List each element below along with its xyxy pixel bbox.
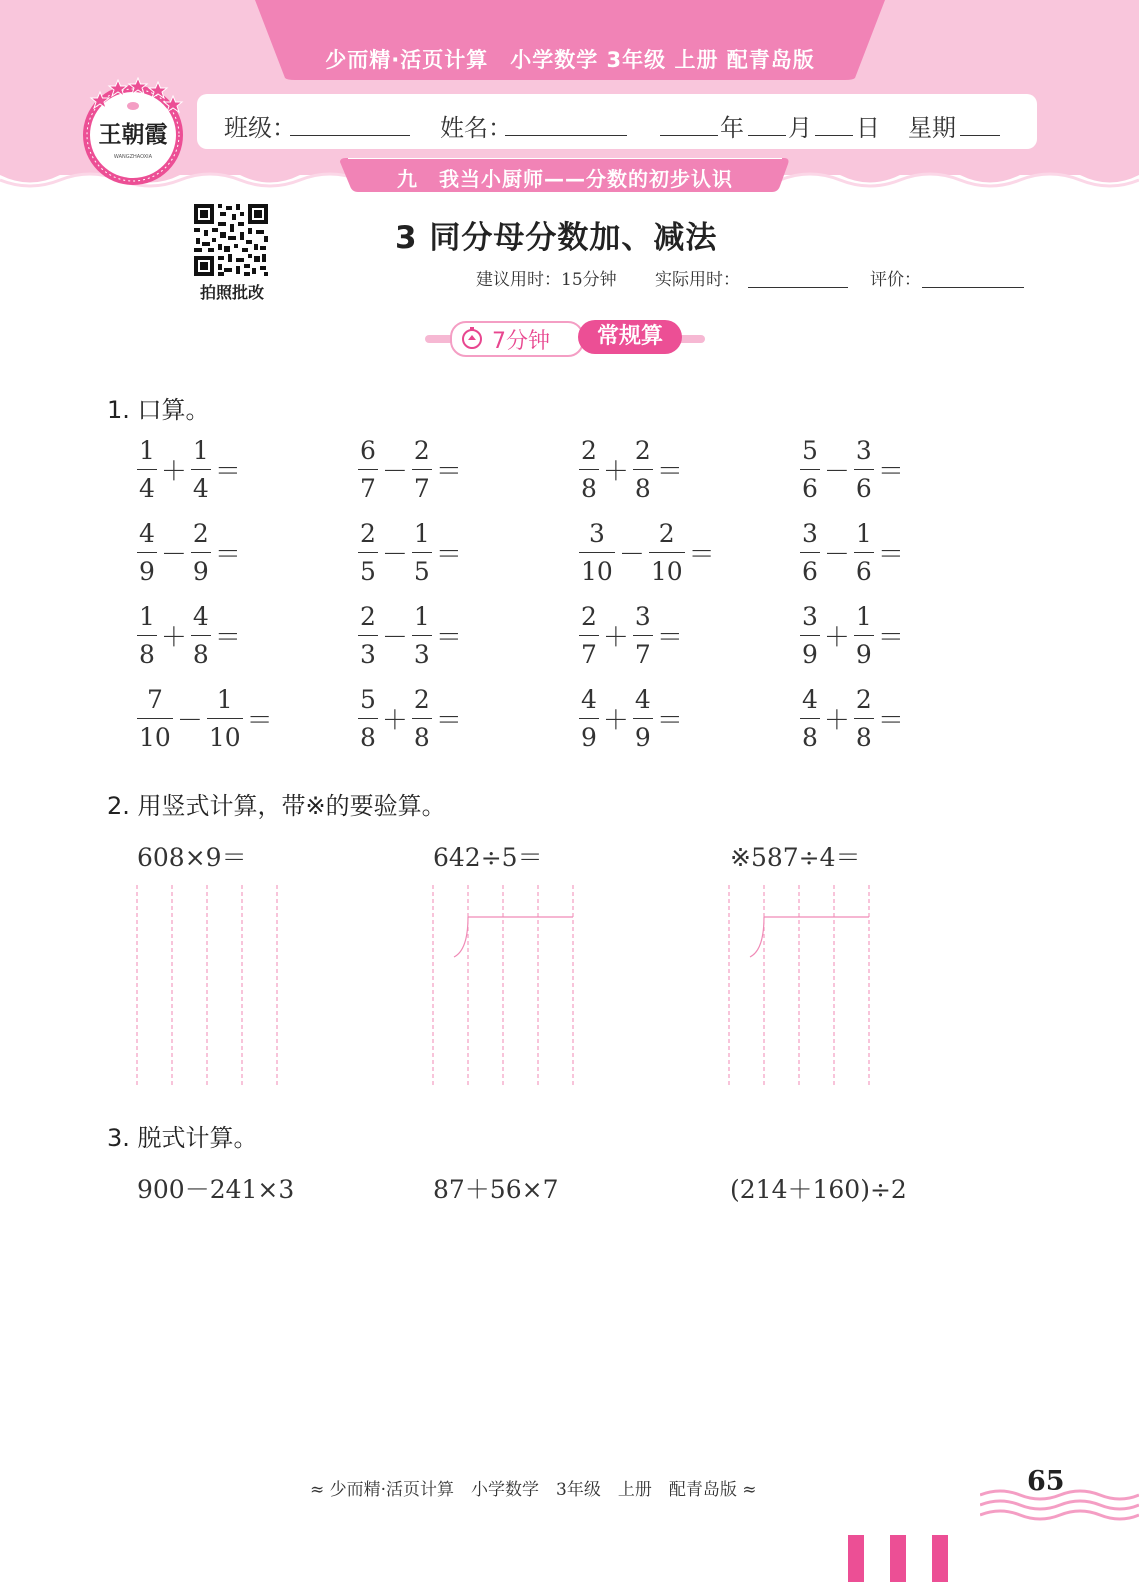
denominator: 9 [581, 723, 597, 752]
fraction-left [137, 438, 157, 501]
suggested-time: 建议用时：15分钟 [476, 270, 617, 290]
numerator: 1 [855, 602, 872, 631]
fraction-left [358, 521, 378, 584]
fraction-bar [412, 552, 432, 553]
evaluation-blank[interactable] [922, 287, 1024, 288]
fraction-bar [579, 718, 599, 719]
fraction-expression [358, 438, 462, 501]
series-title: 少而精·活页计算 小学数学 3年级 上册 配青岛版 [325, 48, 815, 72]
stepwise-problem-3: (214＋160)÷2 [730, 1175, 907, 1204]
fraction-bar [358, 635, 378, 636]
fraction-left [800, 604, 820, 667]
day-label: 日 [856, 114, 880, 142]
denominator: 9 [634, 723, 651, 752]
equals-sign[interactable]: ＝ [877, 540, 904, 570]
page-number: 65 [1027, 1466, 1065, 1497]
fraction-left [137, 604, 157, 667]
fraction-bar [633, 718, 653, 719]
section3-heading: 3. 脱式计算。 [107, 1124, 258, 1152]
fraction-bar [854, 469, 874, 470]
work-area-2[interactable] [426, 885, 586, 1085]
fraction-bar [412, 635, 432, 636]
denominator: 10 [650, 557, 683, 586]
fraction-right [412, 438, 432, 501]
fraction-left [137, 521, 157, 584]
numerator: 2 [581, 436, 597, 465]
operator: － [381, 457, 408, 487]
vertical-problem-1: 608×9＝ [137, 843, 247, 872]
footer-wave-decoration [980, 1485, 1139, 1525]
equals-sign[interactable]: ＝ [877, 457, 904, 487]
fraction-expression [358, 521, 462, 584]
numerator: 5 [802, 436, 818, 465]
numerator: 4 [634, 685, 651, 714]
evaluation-label: 评价： [870, 270, 921, 290]
operator: ＋ [823, 706, 850, 736]
fraction-bar [633, 469, 653, 470]
fraction-right [412, 687, 432, 750]
denominator: 7 [581, 640, 597, 669]
denominator: 6 [802, 557, 818, 586]
fraction-right [854, 521, 874, 584]
fraction-bar [800, 635, 820, 636]
fraction-left [800, 438, 820, 501]
fraction-expression [800, 604, 904, 667]
fraction-bar [649, 552, 685, 553]
fraction-bar [633, 635, 653, 636]
numerator: 1 [192, 436, 209, 465]
denominator: 5 [413, 557, 430, 586]
equals-sign[interactable]: ＝ [435, 706, 462, 736]
fraction-expression [579, 687, 683, 750]
fraction-bar [358, 469, 378, 470]
numerator: 3 [802, 602, 818, 631]
operator: ＋ [160, 457, 187, 487]
numerator: 2 [634, 436, 651, 465]
denominator: 8 [192, 640, 209, 669]
work-area-3[interactable] [722, 885, 882, 1085]
fraction-expression [358, 687, 462, 750]
week-blank[interactable] [960, 135, 1000, 136]
denominator: 3 [360, 640, 376, 669]
numerator: 4 [802, 685, 818, 714]
denominator: 6 [802, 474, 818, 503]
badge-time: 7分钟 [492, 329, 550, 354]
equals-sign[interactable]: ＝ [877, 706, 904, 736]
fraction-right [649, 521, 685, 584]
fraction-left [579, 687, 599, 750]
numerator: 3 [855, 436, 872, 465]
denominator: 9 [855, 640, 872, 669]
numerator: 3 [802, 519, 818, 548]
fraction-right [633, 687, 653, 750]
denominator: 8 [413, 723, 430, 752]
brand-logo-icon [78, 70, 188, 190]
fraction-expression [800, 438, 904, 501]
equals-sign[interactable]: ＝ [246, 706, 273, 736]
numerator: 5 [360, 685, 376, 714]
fraction-bar [854, 552, 874, 553]
name-blank[interactable] [505, 135, 627, 136]
fraction-expression [137, 438, 241, 501]
fraction-bar [800, 552, 820, 553]
denominator: 6 [855, 474, 872, 503]
denominator: 9 [802, 640, 818, 669]
month-blank[interactable] [748, 135, 786, 136]
fraction-right [412, 521, 432, 584]
numerator: 2 [413, 685, 430, 714]
fraction-expression [137, 687, 273, 750]
fraction-left [579, 604, 599, 667]
fraction-bar [207, 718, 243, 719]
denominator: 7 [634, 640, 651, 669]
denominator: 10 [581, 557, 613, 586]
fraction-bar [579, 635, 599, 636]
numerator: 2 [658, 519, 675, 548]
numerator: 4 [581, 685, 597, 714]
operator: ＋ [602, 457, 629, 487]
fraction-bar [137, 552, 157, 553]
edge-tab-1 [848, 1535, 864, 1582]
operator: ＋ [160, 623, 187, 653]
fraction-expression [137, 604, 241, 667]
numerator: 1 [216, 685, 233, 714]
denominator: 8 [139, 640, 155, 669]
fraction-bar [191, 552, 211, 553]
fraction-expression [579, 521, 715, 584]
unit-title: 九 我当小厨师——分数的初步认识 [397, 167, 733, 191]
numerator: 4 [192, 602, 209, 631]
fraction-right [633, 438, 653, 501]
denominator: 9 [139, 557, 155, 586]
stepwise-problem-2: 87＋56×7 [433, 1175, 559, 1204]
numerator: 1 [855, 519, 872, 548]
work-area-1[interactable] [130, 885, 290, 1085]
operator: － [160, 540, 187, 570]
logo-subtext: WANGZHAOXIA [113, 154, 153, 160]
numerator: 1 [413, 519, 430, 548]
operator: ＋ [602, 706, 629, 736]
numerator: 6 [360, 436, 376, 465]
denominator: 3 [413, 640, 430, 669]
fraction-right [412, 604, 432, 667]
denominator: 8 [581, 474, 597, 503]
denominator: 4 [192, 474, 209, 503]
fraction-expression [800, 521, 904, 584]
actual-time-label: 实际用时： [655, 270, 740, 290]
numerator: 2 [360, 602, 376, 631]
fraction-bar [412, 718, 432, 719]
lesson-title: 3 同分母分数加、减法 [395, 220, 718, 256]
operator: － [618, 540, 645, 570]
denominator: 10 [139, 723, 171, 752]
fraction-right [191, 438, 211, 501]
fraction-bar [137, 469, 157, 470]
equals-sign[interactable]: ＝ [656, 706, 683, 736]
fraction-left [358, 604, 378, 667]
edge-tab-3 [932, 1535, 948, 1582]
badge-tag: 常规算 [578, 320, 682, 354]
numerator: 2 [855, 685, 872, 714]
fraction-expression [800, 687, 904, 750]
fraction-right [854, 604, 874, 667]
fraction-left [358, 687, 378, 750]
denominator: 7 [360, 474, 376, 503]
fraction-right [633, 604, 653, 667]
fraction-bar [191, 635, 211, 636]
footer-text: ≈ 少而精·活页计算 小学数学 3年级 上册 配青岛版 ≈ [310, 1480, 757, 1500]
fraction-bar [579, 552, 615, 553]
fraction-expression [579, 604, 683, 667]
equals-sign[interactable]: ＝ [214, 623, 241, 653]
numerator: 3 [588, 519, 605, 548]
equals-sign[interactable]: ＝ [214, 540, 241, 570]
section1-heading: 1. 口算。 [107, 396, 210, 424]
denominator: 5 [360, 557, 376, 586]
vertical-problem-3: ※587÷4＝ [730, 843, 861, 872]
numerator: 1 [139, 602, 155, 631]
equals-sign[interactable]: ＝ [435, 540, 462, 570]
denominator: 8 [360, 723, 376, 752]
numerator: 1 [139, 436, 155, 465]
operator: － [381, 540, 408, 570]
logo-text: 王朝霞 [98, 121, 168, 148]
numerator: 3 [634, 602, 651, 631]
denominator: 8 [855, 723, 872, 752]
fraction-bar [137, 635, 157, 636]
numerator: 2 [192, 519, 209, 548]
fraction-left [579, 521, 615, 584]
fraction-expression [358, 604, 462, 667]
fraction-left [137, 687, 173, 750]
equals-sign[interactable]: ＝ [435, 457, 462, 487]
month-label: 月 [788, 114, 812, 142]
fraction-right [854, 438, 874, 501]
fraction-bar [137, 718, 173, 719]
class-label: 班级： [224, 114, 296, 142]
fraction-left [800, 521, 820, 584]
denominator: 8 [634, 474, 651, 503]
operator: ＋ [823, 623, 850, 653]
fraction-left [800, 687, 820, 750]
numerator: 2 [413, 436, 430, 465]
denominator: 6 [855, 557, 872, 586]
denominator: 10 [208, 723, 241, 752]
fraction-bar [800, 718, 820, 719]
numerator: 1 [413, 602, 430, 631]
day-blank[interactable] [815, 135, 853, 136]
fraction-expression [137, 521, 241, 584]
fraction-left [579, 438, 599, 501]
class-blank[interactable] [290, 135, 410, 136]
equals-sign[interactable]: ＝ [656, 623, 683, 653]
numerator: 4 [139, 519, 155, 548]
fraction-right [854, 687, 874, 750]
operator: － [823, 457, 850, 487]
operator: － [381, 623, 408, 653]
denominator: 7 [413, 474, 430, 503]
fraction-bar [800, 469, 820, 470]
fraction-bar [358, 552, 378, 553]
year-label: 年 [720, 114, 744, 142]
equals-sign[interactable]: ＝ [877, 623, 904, 653]
equals-sign[interactable]: ＝ [688, 540, 715, 570]
fraction-bar [579, 469, 599, 470]
stepwise-problem-1: 900－241×3 [137, 1175, 295, 1204]
equals-sign[interactable]: ＝ [435, 623, 462, 653]
fraction-expression [579, 438, 683, 501]
qr-label: 拍照批改 [199, 283, 264, 302]
operator: ＋ [381, 706, 408, 736]
operator: － [176, 706, 203, 736]
actual-time-blank[interactable] [748, 287, 848, 288]
fraction-right [191, 604, 211, 667]
vertical-problem-2: 642÷5＝ [433, 843, 543, 872]
edge-tab-2 [890, 1535, 906, 1582]
section2-heading: 2. 用竖式计算，带※的要验算。 [107, 792, 446, 820]
denominator: 9 [192, 557, 209, 586]
week-label: 星期 [908, 114, 956, 142]
operator: ＋ [602, 623, 629, 653]
equals-sign[interactable]: ＝ [656, 457, 683, 487]
equals-sign[interactable]: ＝ [214, 457, 241, 487]
fraction-left [358, 438, 378, 501]
denominator: 4 [139, 474, 155, 503]
stopwatch-icon [460, 326, 484, 350]
denominator: 8 [802, 723, 818, 752]
fraction-bar [854, 635, 874, 636]
fraction-bar [358, 718, 378, 719]
name-label: 姓名： [440, 114, 512, 142]
numerator: 2 [581, 602, 597, 631]
qr-code-icon[interactable] [192, 202, 270, 278]
fraction-right [191, 521, 211, 584]
fraction-bar [191, 469, 211, 470]
fraction-right [207, 687, 243, 750]
fraction-bar [412, 469, 432, 470]
numerator: 7 [146, 685, 163, 714]
numerator: 2 [360, 519, 376, 548]
year-blank[interactable] [660, 135, 718, 136]
fraction-bar [854, 718, 874, 719]
operator: － [823, 540, 850, 570]
